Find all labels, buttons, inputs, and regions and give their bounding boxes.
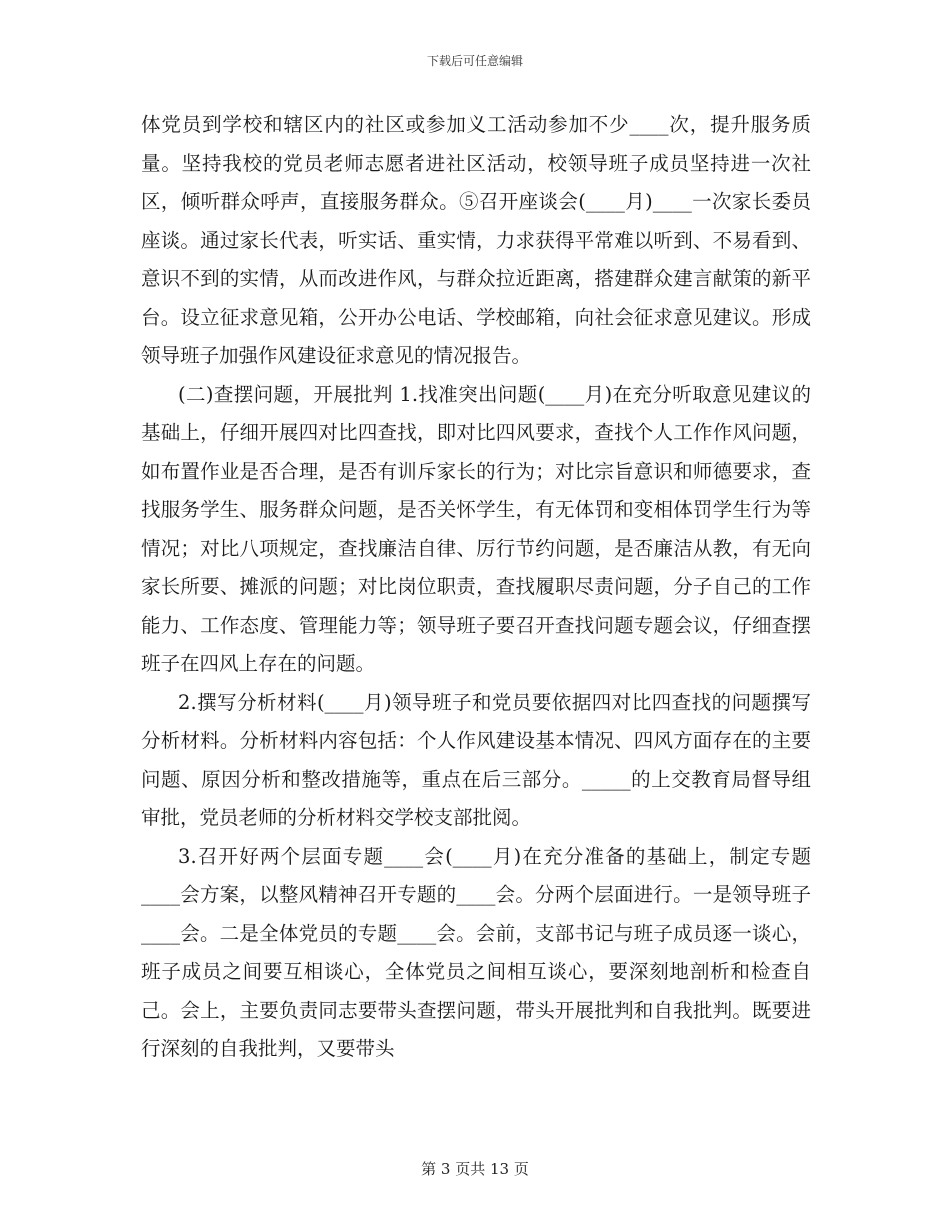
page-footer: 第 3 页共 13 页: [421, 1160, 529, 1178]
paragraph-analysis-material: 2.撰写分析材料(____月)领导班子和党员要依据四对比四查找的问题撰写分析材料。分析材料内容包括：个人作风建设基本情况、四风方面存在的主要问题、原因分析和整改措施等，重点在后三部分。_____的上交教育局督导组审批，党员老师的分析材料交学校支部批阅。: [141, 690, 811, 829]
paragraph-special-meeting: 3.召开好两个层面专题____会(____月)在充分准备的基础上，制定专题____会方案，以整风精神召开专题的____会。分两个层面进行。一是领导班子____会。二是全体党员的专题____会。会前，支部书记与班子成员逐一谈心，班子成员之间要互相谈心，全体党员之间相互谈心，要深刻地剖析和检查自己。会上，主要负责同志要带头查摆问题，带头开展批判和自我批判。既要进行深刻的自我批判，又要带头: [141, 844, 811, 1060]
page-header: 下载后可任意编辑: [426, 54, 523, 68]
document-body: [141, 106, 811, 1069]
paragraph-section-two: (二)查摆问题，开展批判 1.找准突出问题(____月)在充分听取意见建议的基础上，仔细开展四对比四查找，即对比四风要求，查找个人工作作风问题，如布置作业是否合理，是否有训斥家长的行为；对比宗旨意识和师德要求，查找服务学生、服务群众问题，是否关怀学生，有无体罚和变相体罚学生行为等情况；对比八项规定，查找廉洁自律、厉行节约问题，是否廉洁从教，有无向家长所要、摊派的问题；对比岗位职责，查找履职尽责问题，分子自己的工作能力、工作态度、管理能力等；领导班子要召开查找问题专题会议，仔细查摆班子在四风上存在的问题。: [141, 382, 811, 675]
paragraph-continuation: 体党员到学校和辖区内的社区或参加义工活动参加不少____次，提升服务质量。坚持我校的党员老师志愿者进社区活动，校领导班子成员坚持进一次社区，倾听群众呼声，直接服务群众。⑤召开座谈会(____月)____一次家长委员座谈。通过家长代表，听实话、重实情，力求获得平常难以听到、不易看到、意识不到的实情，从而改进作风，与群众拉近距离，搭建群众建言献策的新平台。设立征求意见箱，公开办公电话、学校邮箱，向社会征求意见建议。形成领导班子加强作风建设征求意见的情况报告。: [141, 113, 811, 367]
